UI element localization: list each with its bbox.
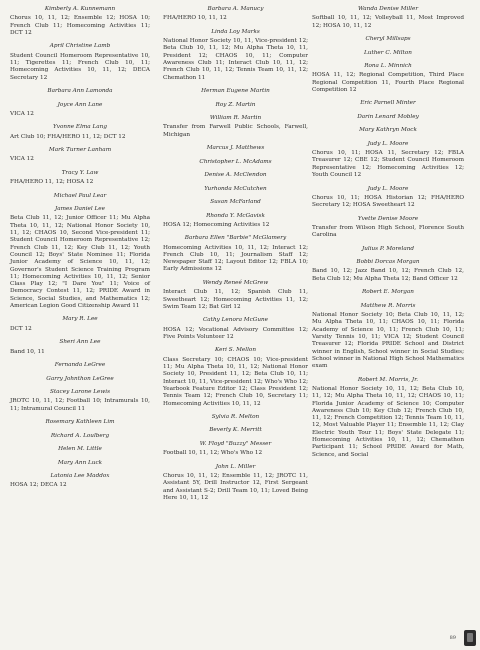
column-3 xyxy=(312,6,464,465)
student-entry xyxy=(163,115,308,139)
student-name: Christopher L. McAdams xyxy=(199,158,272,165)
student-name: Helen M. Little xyxy=(58,446,102,453)
student-name: Garry Johnthon LeGree xyxy=(46,375,114,382)
student-name: Rona L. Minnich xyxy=(364,63,412,70)
student-name: Yurhonda McCutchen xyxy=(204,185,267,192)
student-name: Herman Eugene Martin xyxy=(201,88,270,95)
student-name: Yvette Denise Moore xyxy=(357,215,419,222)
student-activities: Homecoming Activities 10, 11, 12; Interact 12; French Club 10, 11; Journalism Staff 12; Newspaper Staff 12; Layout Editor 12; FBLA 10; Early Admissions 12 xyxy=(163,244,308,273)
student-name: Susan McFarland xyxy=(210,199,261,206)
student-activities: HOSA 12; DECA 12 xyxy=(10,482,67,489)
student-name: W. Floyd "Buzzy" Messer xyxy=(199,440,272,447)
column-1 xyxy=(10,6,150,496)
student-entry xyxy=(163,6,308,23)
corner-tab-mark xyxy=(464,630,476,646)
student-name: Beverly K. Merritt xyxy=(209,427,262,434)
student-activities: FHA/HERO 10, 11, 12 xyxy=(163,15,227,22)
student-name: Mary Ann Luck xyxy=(57,459,103,466)
student-name: Cheryl Millsaps xyxy=(365,36,411,43)
student-name: Matthew R. Morris xyxy=(360,302,416,309)
student-activities: Chorus 10, 11; HOSA Historian 12; FHA/HERO Secretary 12; HOSA Sweetheart 12 xyxy=(312,194,464,209)
student-name: Julius P. Moreland xyxy=(361,245,415,252)
student-entry xyxy=(10,193,150,200)
student-name: James Daniel Lee xyxy=(54,206,106,213)
student-name: John L. Miller xyxy=(215,463,256,470)
student-name: Yvonne Elma Lang xyxy=(53,124,107,131)
student-name: Barbara A. Manucy xyxy=(207,6,264,12)
student-name: Judy L. Moore xyxy=(367,140,409,147)
student-name: Marcus J. Matthews xyxy=(206,145,265,152)
student-entry xyxy=(312,127,464,134)
student-activities: Chorus 10, 11, 12; Ensemble 12; HOSA 10; French Club 11; Homecoming Activities 11; DCT 12 xyxy=(10,15,150,36)
student-entry xyxy=(312,377,464,459)
student-entry xyxy=(163,280,308,311)
student-activities: Student Council Homeroom Representative 10, 11; Tigerettes 11; French Club 10, 11; Homecoming Activities 10, 11, 12; DECA Secretary 12 xyxy=(10,52,150,81)
student-name: Roy Z. Martin xyxy=(215,101,256,108)
student-name: Eric Parnell Minter xyxy=(360,100,416,107)
student-entry xyxy=(312,216,464,240)
column-2 xyxy=(163,6,308,508)
student-entry xyxy=(163,145,308,152)
student-entry xyxy=(10,316,150,333)
student-entry xyxy=(163,102,308,109)
student-entry xyxy=(10,433,150,440)
student-name: Tracy Y. Law xyxy=(61,169,99,176)
student-entry xyxy=(163,213,308,230)
student-name: Barbara Ann Lamonda xyxy=(47,88,113,95)
student-name: Kimberly A. Kunnemann xyxy=(44,6,116,12)
page-number: 89 xyxy=(449,635,456,641)
student-entry xyxy=(10,339,150,356)
student-entry xyxy=(163,235,308,273)
student-activities: VICA 12 xyxy=(10,156,34,163)
student-name: Stacey Larone Lewis xyxy=(49,389,111,396)
student-entry xyxy=(163,199,308,206)
student-name: Keri S. Mellon xyxy=(214,347,257,354)
student-activities: Interact Club 11, 12; Spanish Club 11, Sweetheart 12; Homecoming Activities 11, 12; Swim Team 12; Bat Girl 12 xyxy=(163,289,308,310)
student-entry xyxy=(163,347,308,407)
student-name: Linda Loy Marks xyxy=(211,28,260,35)
student-activities: FHA/HERO 11, 12; HOSA 12 xyxy=(10,179,94,186)
student-name: Sylvia R. Melton xyxy=(211,413,260,420)
student-entry xyxy=(312,186,464,210)
student-entry xyxy=(10,446,150,453)
student-name: Darin Lenard Mobley xyxy=(357,113,419,120)
student-activities: JROTC 10, 11, 12; Football 10; Intramurals 10, 11; Intramural Council 11 xyxy=(10,398,150,412)
student-entry xyxy=(163,441,308,458)
student-entry xyxy=(163,427,308,434)
student-activities: Class Secretary 10; CHAOS 10; Vice-president 11; Mu Alpha Theta 10, 11, 12; National Honor Society 10, President 11, 12; Beta Club 10, 11; Interact 10, 11, Vice-president 12; Who's Who 12; Yearbook Feature Editor 12; Class President 12; Tennis Team 12; French Club 10, Secretary 11; Homecoming Activities 10, 11, 12 xyxy=(163,356,308,407)
student-entry xyxy=(312,141,464,179)
student-name: Barbara Ellen "Barbie" McGlamery xyxy=(184,235,287,242)
student-activities: HOSA 11, 12; Regional Competition, Third Place Regional Competition 11, Fourth Place Regional Competition 12 xyxy=(312,72,464,93)
student-name: Mark Turner Lanham xyxy=(48,147,112,154)
student-activities: Chorus 10, 11, 12; Ensemble 11, 12; JROTC 11, Assistant 5Y, Drill Instructor 12, First Sergeant and Assistant S-2; Drill Team 10, 11; Loved Being Here 10, 11, 12 xyxy=(163,473,308,501)
student-name: Mary R. Lee xyxy=(62,316,98,323)
student-entry xyxy=(10,102,150,119)
student-name: Fernanda LeGree xyxy=(54,362,106,369)
student-entry xyxy=(163,414,308,421)
student-entry xyxy=(10,419,150,426)
student-name: Rosemary Kathleen Lim xyxy=(45,419,115,426)
student-entry xyxy=(10,147,150,164)
student-name: Wendy Reneé McGrew xyxy=(202,279,269,286)
student-name: William R. Martin xyxy=(209,115,262,122)
student-name: Judy L. Moore xyxy=(367,185,409,192)
student-entry xyxy=(10,170,150,187)
student-entry xyxy=(312,289,464,296)
student-name: Sheri Ann Lee xyxy=(59,339,101,346)
student-entry xyxy=(312,303,464,371)
student-entry xyxy=(312,50,464,57)
student-entry xyxy=(312,63,464,94)
student-entry xyxy=(163,88,308,95)
student-activities: Softball 10, 11, 12; Volleyball 11, Most Improved 12; HOSA 10, 11, 12 xyxy=(312,15,464,29)
student-entry xyxy=(10,6,150,37)
student-entry xyxy=(10,43,150,81)
student-name: Cathy Lenora McGune xyxy=(202,317,269,324)
student-entry xyxy=(10,376,150,383)
student-activities: DCT 12 xyxy=(10,325,32,332)
student-activities: Band 10, 12; Jazz Band 10, 12; French Club 12, Beta Club 12; Mu Alpha Theta 12; Band Officer 12 xyxy=(312,268,464,282)
student-entry xyxy=(312,114,464,121)
student-entry xyxy=(10,88,150,95)
student-activities: Transfer from Farwell Public Schools, Farwell, Michigan xyxy=(163,124,308,138)
student-entry xyxy=(163,464,308,502)
student-entry xyxy=(312,100,464,107)
student-entry xyxy=(10,124,150,141)
student-activities: National Honor Society 10, 11, 12; Beta Club 10, 11, 12; Mu Alpha Theta 10, 11, 12; CHAOS 10, 11; Florida Junior Academy of Science 10; Computer Awareness Club 10; Key Club 12; French Club 10, 11, 12; French Competition 12; Tennis Team 10, 11, 12, Most Valuable Player 11; Ensemble 11, 12; Clay Electric Youth Tour 11; Boys' State Delegate 11; Homecoming Activities 10, 11, 12; Chemathon Participant 11; School PRIDE Award for Math, Science, and Social xyxy=(312,385,464,458)
student-entry xyxy=(312,6,464,30)
student-entry xyxy=(10,389,150,413)
student-name: Wanda Denise Miller xyxy=(357,6,419,12)
student-name: Michael Paul Lear xyxy=(53,192,107,199)
student-name: Bobbi Dorcas Morgan xyxy=(356,259,420,266)
student-activities: VICA 12 xyxy=(10,110,34,117)
student-entry xyxy=(163,29,308,82)
student-activities: HOSA 12; Vocational Advisory Committee 12; Five Points Volunteer 12 xyxy=(163,326,308,340)
student-activities: Band 10, 11 xyxy=(10,348,45,355)
student-activities: National Honor Society 10; Beta Club 10, 11, 12; Mu Alpha Theta 10, 11; CHAOS 10, 11; Florida Academy of Science 10, 11; French Club 10, 11; Varsity Tennis 10, 11; VICA 12; Student Council Treasurer 12; Florida PRIDE School and District winner in English, School winner in Social Studies; School winner in National High School Mathematics exam xyxy=(312,312,464,370)
student-entry xyxy=(10,362,150,369)
student-entry xyxy=(163,317,308,341)
student-activities: Football 10, 11, 12; Who's Who 12 xyxy=(163,450,263,457)
student-activities: Transfer from Wilson High School, Florence South Carolina xyxy=(312,224,464,239)
student-entry xyxy=(10,206,150,310)
student-name: Latonia Lee Maddox xyxy=(50,473,110,480)
student-activities: Art Club 10; FHA/HERO 11, 12; DCT 12 xyxy=(10,133,126,140)
student-entry xyxy=(10,473,150,490)
student-name: Rhonda Y. McGavisk xyxy=(206,212,265,219)
student-entry xyxy=(312,259,464,283)
student-entry xyxy=(163,172,308,179)
student-entry xyxy=(163,186,308,193)
student-activities: HOSA 12; Homecoming Activities 12 xyxy=(163,221,270,228)
student-name: Robert M. Morris, Jr. xyxy=(357,376,419,383)
student-name: April Christine Lamb xyxy=(49,43,111,50)
student-name: Luther C. Milton xyxy=(364,49,412,56)
student-name: Denise A. McClendon xyxy=(204,172,267,179)
student-entry xyxy=(10,460,150,467)
student-activities: Chorus 10, 11; HOSA 11, Secretary 12; FBLA Treasurer 12; CBE 12; Student Council Homeroom Representative 12; Homecoming Activities 12; Youth Council 12 xyxy=(312,150,464,179)
student-name: Richard A. Loulberg xyxy=(50,432,110,439)
student-entry xyxy=(163,159,308,166)
student-name: Joyce Ann Lane xyxy=(57,101,103,108)
student-entry xyxy=(312,246,464,253)
student-activities: Beta Club 11, 12; Junior Officer 11; Mu Alpha Theta 10, 11, 12; National Honor Society 10, 11, 12; CHAOS 10, Second Vice-president 11; Student Council Homeroom Representative 12; French Club 11, 12; Key Club 11, 12; Youth Council 12; Boys' State Nominee 11; Florida Junior Academy of Science 10, 11, 12; Governor's Student Science Training Program 11; Homecoming Activities 10, 11, 12; Senior Class Play 12; "I Dare You" 11; Voice of Democracy Contest 11, 12; PRIDE Award in Science, Social Studies, and Mathematics 12; American Legion Good Citizenship Award 11 xyxy=(10,215,150,309)
student-name: Mary Kathryn Mock xyxy=(359,127,417,134)
student-name: Robert E. Morgan xyxy=(362,289,414,296)
student-entry xyxy=(312,36,464,43)
student-activities: National Honor Society 10, 11, Vice-president 12; Beta Club 10, 11, 12; Mu Alpha Theta 10, 11, President 12; CHAOS 10, 11; Computer Awareness Club 11; Interact Club 10, 11, 12; French Club 10, 11, 12; Tennis Team 10, 11, 12; Chemathon 11 xyxy=(163,38,308,81)
